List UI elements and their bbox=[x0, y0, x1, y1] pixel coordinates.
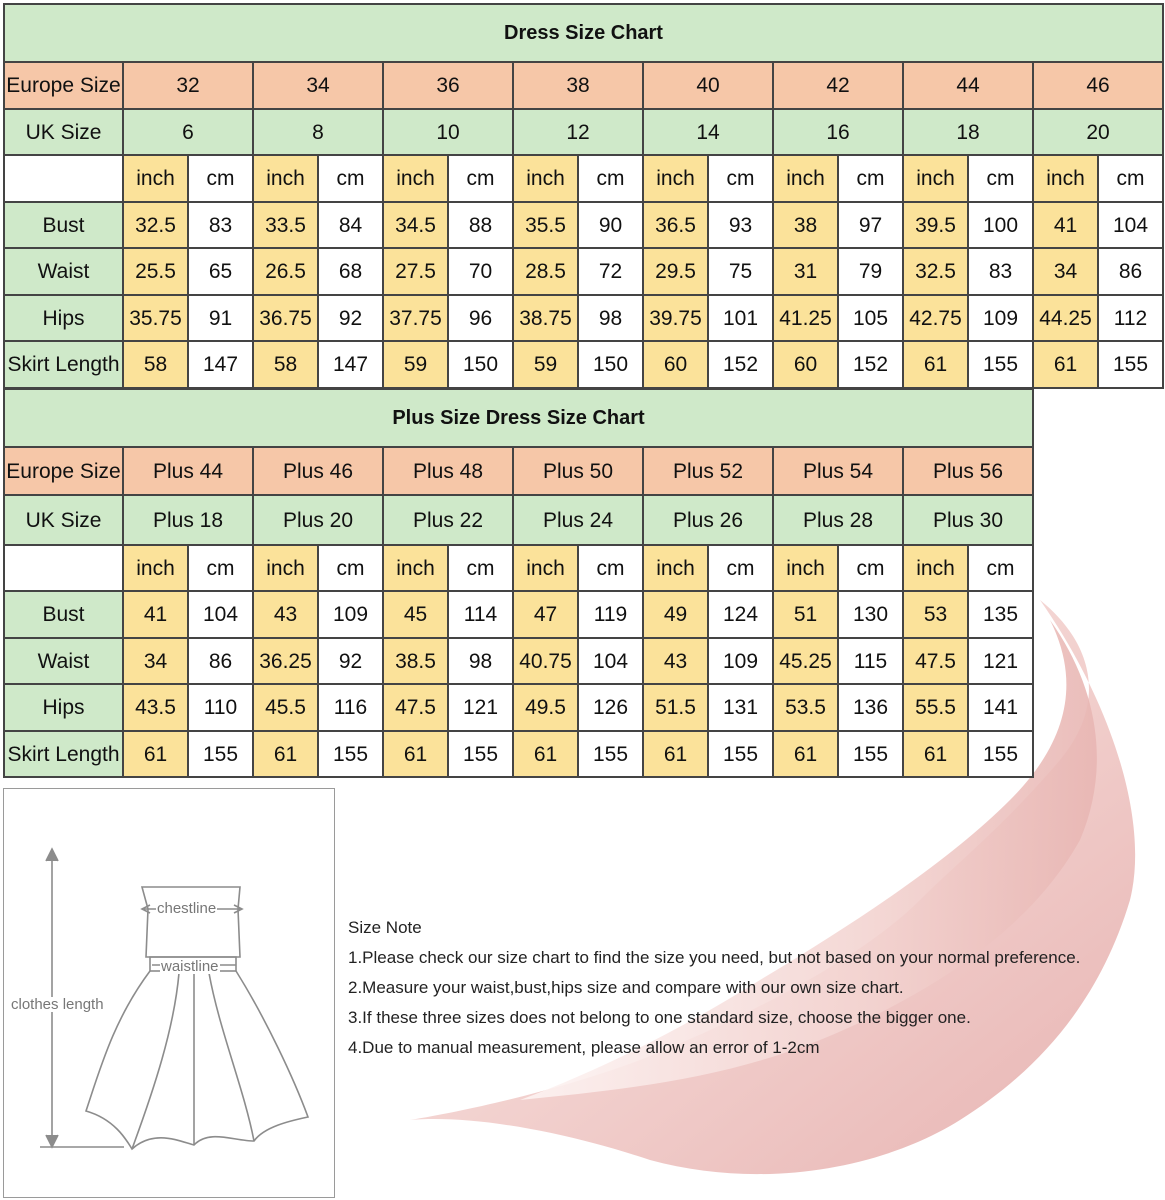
value-cell: 65 bbox=[188, 248, 253, 295]
table-row bbox=[4, 638, 1033, 684]
value-cell: 40.75 bbox=[513, 638, 578, 684]
uk-size-cell: 10 bbox=[383, 109, 513, 155]
value-cell: 90 bbox=[578, 202, 643, 248]
row-label-waist: Waist bbox=[4, 638, 123, 684]
value-cell: 92 bbox=[318, 295, 383, 341]
europe-size-cell: 44 bbox=[903, 62, 1033, 109]
value-cell: 61 bbox=[123, 731, 188, 777]
value-cell: 41 bbox=[1033, 202, 1098, 248]
unit-row bbox=[4, 545, 1033, 591]
unit-inch: inch bbox=[643, 545, 708, 591]
value-cell: 150 bbox=[578, 341, 643, 388]
value-cell: 84 bbox=[318, 202, 383, 248]
unit-inch: inch bbox=[643, 155, 708, 202]
uk-size-cell: 6 bbox=[123, 109, 253, 155]
europe-size-label: Europe Size bbox=[4, 447, 123, 495]
uk-size-cell: Plus 28 bbox=[773, 495, 903, 545]
value-cell: 147 bbox=[318, 341, 383, 388]
value-cell: 27.5 bbox=[383, 248, 448, 295]
value-cell: 37.75 bbox=[383, 295, 448, 341]
dress-size-chart bbox=[3, 3, 1164, 389]
uk-size-cell: Plus 18 bbox=[123, 495, 253, 545]
value-cell: 121 bbox=[448, 684, 513, 731]
value-cell: 41.25 bbox=[773, 295, 838, 341]
unit-cm: cm bbox=[448, 545, 513, 591]
unit-row bbox=[4, 155, 1163, 202]
value-cell: 61 bbox=[1033, 341, 1098, 388]
value-cell: 88 bbox=[448, 202, 513, 248]
unit-cm: cm bbox=[318, 545, 383, 591]
europe-size-label: Europe Size bbox=[4, 62, 123, 109]
unit-inch: inch bbox=[903, 545, 968, 591]
value-cell: 61 bbox=[773, 731, 838, 777]
value-cell: 45.5 bbox=[253, 684, 318, 731]
value-cell: 38 bbox=[773, 202, 838, 248]
unit-inch: inch bbox=[773, 155, 838, 202]
table-row bbox=[4, 591, 1033, 638]
row-label-waist: Waist bbox=[4, 248, 123, 295]
value-cell: 31 bbox=[773, 248, 838, 295]
value-cell: 119 bbox=[578, 591, 643, 638]
value-cell: 104 bbox=[578, 638, 643, 684]
unit-inch: inch bbox=[123, 545, 188, 591]
blank-cell bbox=[4, 545, 123, 591]
value-cell: 155 bbox=[708, 731, 773, 777]
value-cell: 36.25 bbox=[253, 638, 318, 684]
value-cell: 41 bbox=[123, 591, 188, 638]
value-cell: 36.5 bbox=[643, 202, 708, 248]
unit-cm: cm bbox=[188, 155, 253, 202]
value-cell: 155 bbox=[448, 731, 513, 777]
table-row bbox=[4, 684, 1033, 731]
value-cell: 44.25 bbox=[1033, 295, 1098, 341]
size-notes bbox=[348, 913, 1148, 1063]
value-cell: 121 bbox=[968, 638, 1033, 684]
value-cell: 35.75 bbox=[123, 295, 188, 341]
uk-size-cell: 16 bbox=[773, 109, 903, 155]
unit-inch: inch bbox=[123, 155, 188, 202]
value-cell: 35.5 bbox=[513, 202, 578, 248]
value-cell: 59 bbox=[513, 341, 578, 388]
europe-size-cell: Plus 54 bbox=[773, 447, 903, 495]
unit-inch: inch bbox=[253, 545, 318, 591]
value-cell: 61 bbox=[903, 731, 968, 777]
unit-cm: cm bbox=[838, 545, 903, 591]
value-cell: 150 bbox=[448, 341, 513, 388]
value-cell: 38.75 bbox=[513, 295, 578, 341]
unit-cm: cm bbox=[318, 155, 383, 202]
europe-size-cell: Plus 52 bbox=[643, 447, 773, 495]
uk-size-cell: Plus 30 bbox=[903, 495, 1033, 545]
value-cell: 83 bbox=[968, 248, 1033, 295]
value-cell: 109 bbox=[318, 591, 383, 638]
value-cell: 135 bbox=[968, 591, 1033, 638]
value-cell: 72 bbox=[578, 248, 643, 295]
value-cell: 116 bbox=[318, 684, 383, 731]
value-cell: 61 bbox=[903, 341, 968, 388]
uk-size-label: UK Size bbox=[4, 495, 123, 545]
value-cell: 98 bbox=[448, 638, 513, 684]
blank-cell bbox=[4, 155, 123, 202]
value-cell: 43 bbox=[643, 638, 708, 684]
value-cell: 115 bbox=[838, 638, 903, 684]
value-cell: 130 bbox=[838, 591, 903, 638]
uk-size-cell: 14 bbox=[643, 109, 773, 155]
value-cell: 104 bbox=[188, 591, 253, 638]
table-row bbox=[4, 341, 1163, 388]
value-cell: 109 bbox=[968, 295, 1033, 341]
size-note-item: 3.If these three sizes does not belong to one standard size, choose the bigger one. bbox=[348, 1008, 971, 1027]
europe-size-cell: 40 bbox=[643, 62, 773, 109]
unit-inch: inch bbox=[1033, 155, 1098, 202]
value-cell: 26.5 bbox=[253, 248, 318, 295]
value-cell: 104 bbox=[1098, 202, 1163, 248]
value-cell: 49 bbox=[643, 591, 708, 638]
value-cell: 92 bbox=[318, 638, 383, 684]
unit-inch: inch bbox=[513, 155, 578, 202]
value-cell: 79 bbox=[838, 248, 903, 295]
size-note-item: 1.Please check our size chart to find the size you need, but not based on your normal preference. bbox=[348, 948, 1081, 967]
row-label-hips: Hips bbox=[4, 295, 123, 341]
value-cell: 45.25 bbox=[773, 638, 838, 684]
value-cell: 53.5 bbox=[773, 684, 838, 731]
uk-size-cell: Plus 22 bbox=[383, 495, 513, 545]
unit-inch: inch bbox=[383, 155, 448, 202]
value-cell: 147 bbox=[188, 341, 253, 388]
value-cell: 58 bbox=[253, 341, 318, 388]
value-cell: 68 bbox=[318, 248, 383, 295]
value-cell: 34 bbox=[123, 638, 188, 684]
value-cell: 86 bbox=[1098, 248, 1163, 295]
europe-size-cell: Plus 50 bbox=[513, 447, 643, 495]
value-cell: 60 bbox=[773, 341, 838, 388]
value-cell: 152 bbox=[708, 341, 773, 388]
value-cell: 97 bbox=[838, 202, 903, 248]
europe-size-row bbox=[4, 447, 1033, 495]
value-cell: 155 bbox=[968, 341, 1033, 388]
waistline-label: waistline bbox=[161, 958, 219, 975]
chart-title: Dress Size Chart bbox=[4, 4, 1163, 62]
uk-size-row bbox=[4, 495, 1033, 545]
row-label-skirt-length: Skirt Length bbox=[4, 731, 123, 777]
value-cell: 114 bbox=[448, 591, 513, 638]
unit-inch: inch bbox=[383, 545, 448, 591]
table-row bbox=[4, 295, 1163, 341]
value-cell: 70 bbox=[448, 248, 513, 295]
value-cell: 124 bbox=[708, 591, 773, 638]
value-cell: 112 bbox=[1098, 295, 1163, 341]
unit-cm: cm bbox=[578, 155, 643, 202]
uk-size-cell: Plus 26 bbox=[643, 495, 773, 545]
europe-size-row bbox=[4, 62, 1163, 109]
value-cell: 91 bbox=[188, 295, 253, 341]
value-cell: 34 bbox=[1033, 248, 1098, 295]
value-cell: 39.75 bbox=[643, 295, 708, 341]
value-cell: 155 bbox=[968, 731, 1033, 777]
unit-cm: cm bbox=[708, 545, 773, 591]
value-cell: 155 bbox=[1098, 341, 1163, 388]
size-note-item: 2.Measure your waist,bust,hips size and compare with our own size chart. bbox=[348, 978, 904, 997]
value-cell: 25.5 bbox=[123, 248, 188, 295]
value-cell: 98 bbox=[578, 295, 643, 341]
row-label-bust: Bust bbox=[4, 202, 123, 248]
value-cell: 45 bbox=[383, 591, 448, 638]
value-cell: 60 bbox=[643, 341, 708, 388]
unit-inch: inch bbox=[253, 155, 318, 202]
table-row bbox=[4, 248, 1163, 295]
value-cell: 136 bbox=[838, 684, 903, 731]
uk-size-cell: 8 bbox=[253, 109, 383, 155]
value-cell: 131 bbox=[708, 684, 773, 731]
uk-size-label: UK Size bbox=[4, 109, 123, 155]
table-row bbox=[4, 731, 1033, 777]
unit-cm: cm bbox=[448, 155, 513, 202]
value-cell: 43.5 bbox=[123, 684, 188, 731]
value-cell: 47.5 bbox=[383, 684, 448, 731]
value-cell: 38.5 bbox=[383, 638, 448, 684]
value-cell: 141 bbox=[968, 684, 1033, 731]
dress-outline-icon bbox=[4, 789, 334, 1197]
value-cell: 42.75 bbox=[903, 295, 968, 341]
value-cell: 34.5 bbox=[383, 202, 448, 248]
unit-cm: cm bbox=[708, 155, 773, 202]
value-cell: 155 bbox=[838, 731, 903, 777]
value-cell: 49.5 bbox=[513, 684, 578, 731]
value-cell: 126 bbox=[578, 684, 643, 731]
value-cell: 61 bbox=[643, 731, 708, 777]
value-cell: 51.5 bbox=[643, 684, 708, 731]
value-cell: 33.5 bbox=[253, 202, 318, 248]
unit-inch: inch bbox=[903, 155, 968, 202]
uk-size-cell: 12 bbox=[513, 109, 643, 155]
europe-size-cell: 36 bbox=[383, 62, 513, 109]
value-cell: 51 bbox=[773, 591, 838, 638]
europe-size-cell: 34 bbox=[253, 62, 383, 109]
plus-chart-title: Plus Size Dress Size Chart bbox=[4, 389, 1033, 447]
uk-size-cell: Plus 24 bbox=[513, 495, 643, 545]
value-cell: 96 bbox=[448, 295, 513, 341]
value-cell: 29.5 bbox=[643, 248, 708, 295]
value-cell: 83 bbox=[188, 202, 253, 248]
row-label-bust: Bust bbox=[4, 591, 123, 638]
value-cell: 43 bbox=[253, 591, 318, 638]
value-cell: 75 bbox=[708, 248, 773, 295]
uk-size-cell: 20 bbox=[1033, 109, 1163, 155]
value-cell: 101 bbox=[708, 295, 773, 341]
value-cell: 47.5 bbox=[903, 638, 968, 684]
value-cell: 105 bbox=[838, 295, 903, 341]
uk-size-cell: Plus 20 bbox=[253, 495, 383, 545]
dress-measurement-diagram bbox=[3, 788, 335, 1198]
value-cell: 53 bbox=[903, 591, 968, 638]
value-cell: 28.5 bbox=[513, 248, 578, 295]
europe-size-cell: 32 bbox=[123, 62, 253, 109]
value-cell: 47 bbox=[513, 591, 578, 638]
chestline-label: chestline bbox=[157, 900, 217, 917]
unit-cm: cm bbox=[968, 155, 1033, 202]
unit-cm: cm bbox=[838, 155, 903, 202]
value-cell: 110 bbox=[188, 684, 253, 731]
unit-inch: inch bbox=[513, 545, 578, 591]
value-cell: 93 bbox=[708, 202, 773, 248]
europe-size-cell: 46 bbox=[1033, 62, 1163, 109]
size-note-item: 4.Due to manual measurement, please allow an error of 1-2cm bbox=[348, 1038, 820, 1057]
value-cell: 100 bbox=[968, 202, 1033, 248]
europe-size-cell: 42 bbox=[773, 62, 903, 109]
value-cell: 32.5 bbox=[123, 202, 188, 248]
unit-cm: cm bbox=[968, 545, 1033, 591]
value-cell: 58 bbox=[123, 341, 188, 388]
europe-size-cell: Plus 44 bbox=[123, 447, 253, 495]
uk-size-cell: 18 bbox=[903, 109, 1033, 155]
row-label-skirt-length: Skirt Length bbox=[4, 341, 123, 388]
value-cell: 155 bbox=[188, 731, 253, 777]
value-cell: 36.75 bbox=[253, 295, 318, 341]
value-cell: 55.5 bbox=[903, 684, 968, 731]
unit-cm: cm bbox=[188, 545, 253, 591]
unit-inch: inch bbox=[773, 545, 838, 591]
value-cell: 155 bbox=[318, 731, 383, 777]
size-note-heading: Size Note bbox=[348, 918, 422, 937]
europe-size-cell: 38 bbox=[513, 62, 643, 109]
value-cell: 109 bbox=[708, 638, 773, 684]
value-cell: 32.5 bbox=[903, 248, 968, 295]
value-cell: 39.5 bbox=[903, 202, 968, 248]
value-cell: 59 bbox=[383, 341, 448, 388]
unit-cm: cm bbox=[1098, 155, 1163, 202]
value-cell: 61 bbox=[513, 731, 578, 777]
value-cell: 152 bbox=[838, 341, 903, 388]
clothes-length-label: clothes length bbox=[11, 996, 104, 1013]
plus-size-chart bbox=[3, 388, 1034, 778]
europe-size-cell: Plus 48 bbox=[383, 447, 513, 495]
value-cell: 61 bbox=[253, 731, 318, 777]
value-cell: 61 bbox=[383, 731, 448, 777]
value-cell: 86 bbox=[188, 638, 253, 684]
row-label-hips: Hips bbox=[4, 684, 123, 731]
unit-cm: cm bbox=[578, 545, 643, 591]
value-cell: 155 bbox=[578, 731, 643, 777]
europe-size-cell: Plus 46 bbox=[253, 447, 383, 495]
uk-size-row bbox=[4, 109, 1163, 155]
table-row bbox=[4, 202, 1163, 248]
europe-size-cell: Plus 56 bbox=[903, 447, 1033, 495]
